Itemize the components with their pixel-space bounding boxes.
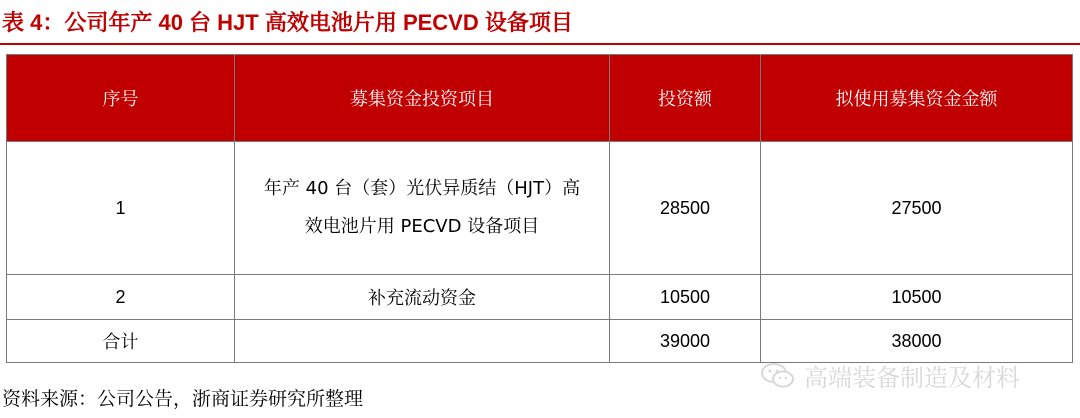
cell-raised-amount: 10500 bbox=[761, 275, 1073, 320]
table-title: 表 4：公司年产 40 台 HJT 高效电池片用 PECVD 设备项目 bbox=[2, 10, 573, 35]
table-row bbox=[7, 275, 1073, 320]
title-divider bbox=[0, 43, 1080, 45]
cell-total-raised: 38000 bbox=[761, 320, 1073, 363]
source-note: 资料来源：公司公告，浙商证券研究所整理 bbox=[2, 388, 364, 410]
investment-table bbox=[6, 54, 1073, 363]
cell-total-label: 合计 bbox=[7, 320, 235, 363]
watermark bbox=[760, 358, 1020, 393]
table-header-row bbox=[7, 55, 1073, 142]
table-row bbox=[7, 142, 1073, 275]
header-investment: 投资额 bbox=[610, 55, 761, 142]
watermark-text: 高端装备制造及材料 bbox=[804, 364, 1020, 392]
cell-project: 补充流动资金 bbox=[235, 275, 610, 320]
cell-raised-amount: 27500 bbox=[761, 142, 1073, 275]
cell-investment: 10500 bbox=[610, 275, 761, 320]
cell-total-investment: 39000 bbox=[610, 320, 761, 363]
header-seq: 序号 bbox=[7, 55, 235, 142]
cell-seq: 2 bbox=[7, 275, 235, 320]
cell-investment: 28500 bbox=[610, 142, 761, 275]
header-raised-amount: 拟使用募集资金金额 bbox=[761, 55, 1073, 142]
cell-project-empty bbox=[235, 320, 610, 363]
cell-seq: 1 bbox=[7, 142, 235, 275]
cell-project: 年产 40 台（套）光伏异质结（HJT）高效电池片用 PECVD 设备项目 bbox=[235, 142, 610, 275]
wechat-icon bbox=[760, 362, 796, 390]
table-total-row bbox=[7, 320, 1073, 363]
header-project: 募集资金投资项目 bbox=[235, 55, 610, 142]
